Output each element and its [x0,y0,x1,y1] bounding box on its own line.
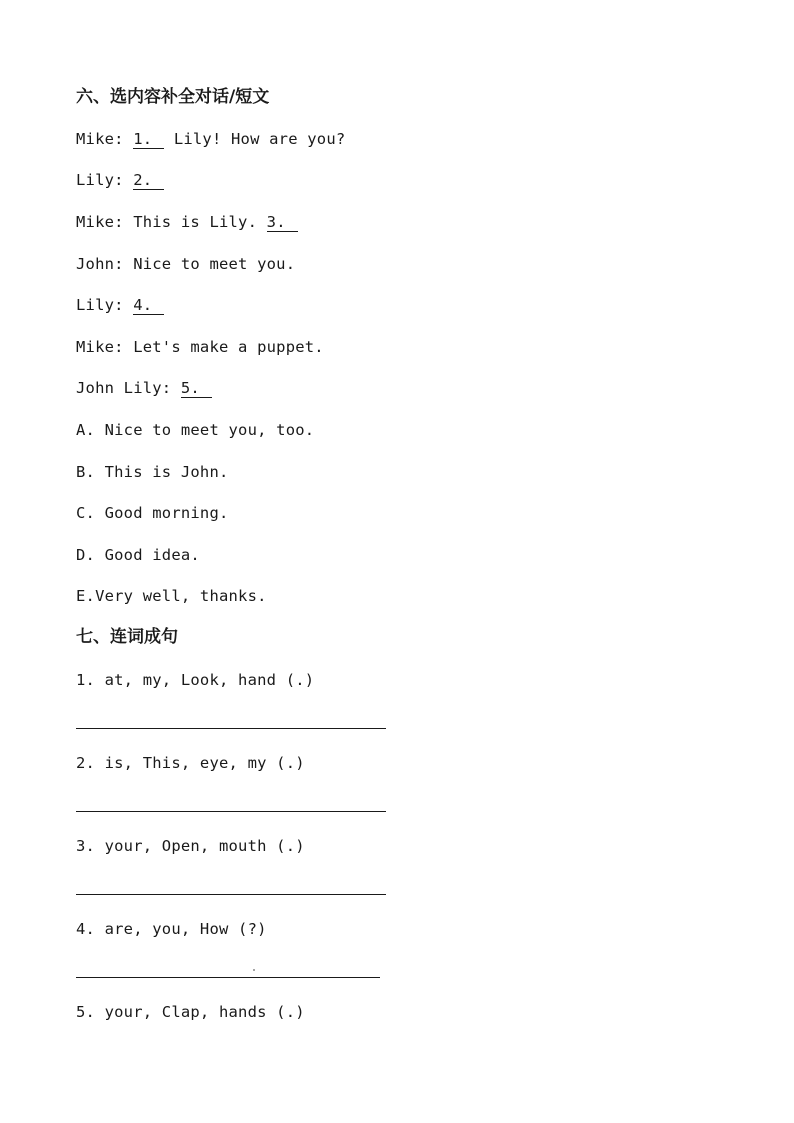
dialogue-line-5 [76,294,164,316]
answer-blank-2[interactable]: 2. [133,172,164,190]
dialogue-text: Nice to meet you. [123,255,296,273]
dialogue-text: This is Lily. [123,213,267,231]
answer-blank-5[interactable]: 5. [181,380,212,398]
section-6-heading: 六、选内容补全对话/短文 [76,87,270,107]
answer-line-2[interactable] [76,811,386,812]
stray-mark [253,969,255,971]
question-3: 3. your, Open, mouth (.) [76,837,305,855]
dialogue-line-7 [76,377,212,399]
question-5: 5. your, Clap, hands (.) [76,1003,305,1021]
dialogue-text [124,130,134,148]
speaker: Lily: [76,171,124,189]
answer-line-3[interactable] [76,894,386,895]
answer-blank-1[interactable]: 1. [133,131,164,149]
dialogue-text: Let's make a puppet. [123,338,324,356]
option-c: C. Good morning. [76,504,229,522]
speaker: Lily: [76,296,124,314]
option-b: B. This is John. [76,463,229,481]
answer-line-4[interactable] [76,977,380,978]
speaker: Mike: [76,130,124,148]
speaker: Mike: [76,338,124,356]
dialogue-text [124,296,134,314]
dialogue-text [171,379,181,397]
question-1: 1. at, my, Look, hand (.) [76,671,315,689]
dialogue-text [124,171,134,189]
answer-blank-3[interactable]: 3. [267,214,298,232]
dialogue-line-3 [76,211,298,233]
option-e: E.Very well, thanks. [76,587,267,605]
dialogue-text: Lily! How are you? [164,130,346,148]
speaker: Mike: [76,213,124,231]
dialogue-line-1 [76,128,345,150]
speaker: John: [76,255,124,273]
answer-blank-4[interactable]: 4. [133,297,164,315]
option-d: D. Good idea. [76,546,200,564]
dialogue-line-4 [76,253,295,275]
question-4: 4. are, you, How (?) [76,920,267,938]
dialogue-line-6 [76,336,324,358]
answer-line-1[interactable] [76,728,386,729]
speaker: John Lily: [76,379,172,397]
section-7-heading: 七、连词成句 [76,627,178,647]
dialogue-line-2 [76,169,164,191]
question-2: 2. is, This, eye, my (.) [76,754,305,772]
option-a: A. Nice to meet you, too. [76,421,315,439]
